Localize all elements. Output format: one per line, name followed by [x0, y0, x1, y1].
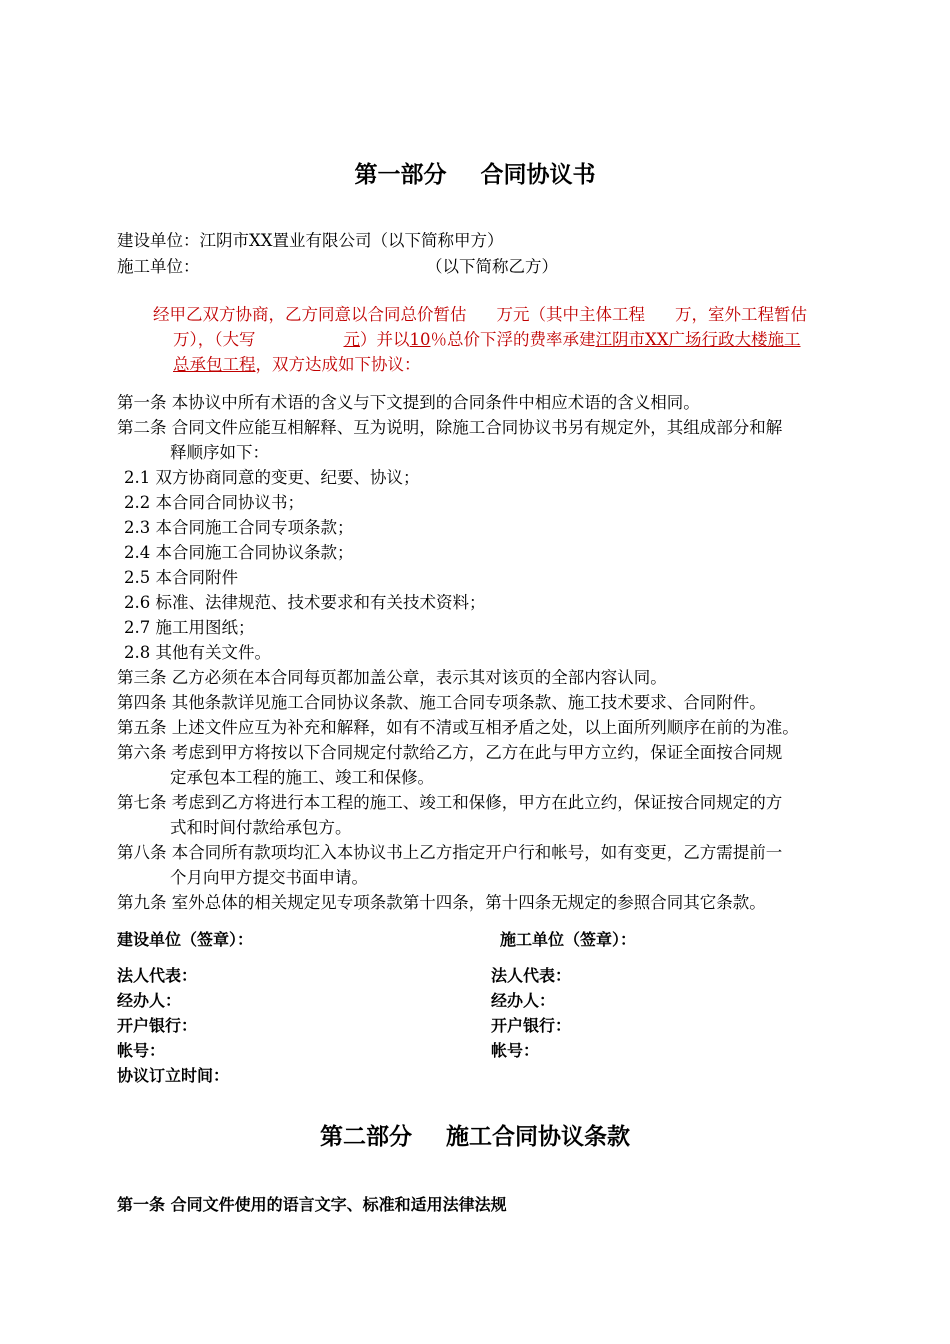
article-1: 第一条 本协议中所有术语的含义与下文提到的合同条件中相应术语的含义相同。: [117, 393, 700, 412]
article-7-cont: 式和时间付款给承包方。: [170, 818, 352, 837]
item-2-2: 2.2 本合同合同协议书；: [124, 493, 304, 512]
article-8: 第八条 本合同所有款项均汇入本协议书上乙方指定开户行和帐号，如有变更，乙方需提前一: [117, 843, 783, 862]
builder-account: 帐号：: [117, 1041, 166, 1060]
builder-agent: 经办人：: [117, 991, 182, 1010]
contractor-seal-label: 施工单位（签章）：: [500, 930, 637, 949]
item-2-4: 2.4 本合同施工合同协议条款；: [124, 543, 354, 562]
contractor-line: [117, 255, 200, 279]
article-2-cont: 释顺序如下：: [170, 443, 269, 462]
preamble-text: ％总价下浮的费率承建: [430, 330, 596, 349]
article-8-cont: 个月向甲方提交书面申请。: [170, 868, 368, 887]
preamble-line-2: [173, 328, 801, 352]
part2-number: 第二部分: [320, 1124, 412, 1150]
article-7: 第七条 考虑到乙方将进行本工程的施工、竣工和保修，甲方在此立约，保证按合同规定的方: [117, 793, 783, 812]
preamble-line-3: [173, 353, 421, 377]
article-4: 第四条 其他条款详见施工合同协议条款、施工合同专项条款、施工技术要求、合同附件。: [117, 693, 766, 712]
part2-article-1: 第一条 合同文件使用的语言文字、标准和适用法律法规: [117, 1195, 507, 1214]
article-6: 第六条 考虑到甲方将按以下合同规定付款给乙方，乙方在此与甲方立约，保证全面按合同规: [117, 743, 783, 762]
item-2-7: 2.7 施工用图纸；: [124, 618, 255, 637]
contractor-account: 帐号：: [491, 1041, 540, 1060]
item-2-5: 2.5 本合同附件: [124, 568, 238, 587]
part1-number: 第一部分: [354, 162, 447, 188]
part1-title: 合同协议书: [480, 162, 596, 188]
builder-bank: 开户银行：: [117, 1016, 198, 1035]
article-9: 第九条 室外总体的相关规定见专项条款第十四条，第十四条无规定的参照合同其它条款。: [117, 893, 766, 912]
project-name: 总承包工程: [173, 355, 256, 374]
item-2-8: 2.8 其他有关文件。: [124, 643, 271, 662]
preamble-text: ，双方达成如下协议：: [255, 355, 421, 374]
contractor-agent: 经办人：: [491, 991, 556, 1010]
article-3: 第三条 乙方必须在本合同每页都加盖公章，表示其对该页的全部内容认同。: [117, 668, 667, 687]
preamble-text: 万），（大写: [173, 330, 256, 349]
project-name: 江阴市XX广场行政大楼施工: [595, 330, 801, 349]
part2-title: 施工合同协议条款: [446, 1124, 630, 1150]
preamble-text: 万元（其中主体工程: [496, 305, 645, 324]
builder-seal-label: 建设单位（签章）：: [117, 930, 254, 949]
article-2: 第二条 合同文件应能互相解释、互为说明，除施工合同协议书另有规定外，其组成部分和解: [117, 418, 783, 437]
preamble-text: 经甲乙双方协商，乙方同意以合同总价暂估: [153, 305, 467, 324]
preamble-text: ）并以: [360, 330, 410, 349]
agreement-date: 协议订立时间：: [117, 1066, 230, 1085]
article-6-cont: 定承包本工程的施工、竣工和保修。: [170, 768, 434, 787]
amount-unit: 元: [343, 330, 360, 349]
article-5: 第五条 上述文件应互为补充和解释，如有不清或互相矛盾之处，以上面所列顺序在前的为准。: [117, 718, 799, 737]
part2-heading: [0, 1118, 950, 1151]
contractor-legal-rep: 法人代表：: [491, 966, 572, 985]
item-2-3: 2.3 本合同施工合同专项条款；: [124, 518, 354, 537]
item-2-1: 2.1 双方协商同意的变更、纪要、协议；: [124, 468, 420, 487]
item-2-6: 2.6 标准、法律规范、技术要求和有关技术资料；: [124, 593, 486, 612]
contractor-label: 施工单位：: [117, 257, 200, 276]
preamble-text: 万，室外工程暂估: [675, 305, 807, 324]
contractor-suffix: （以下简称乙方）: [426, 257, 558, 276]
part1-heading: [0, 156, 950, 189]
contractor-bank: 开户银行：: [491, 1016, 572, 1035]
builder-legal-rep: 法人代表：: [117, 966, 198, 985]
builder-line: 建设单位：江阴市XX置业有限公司（以下简称甲方）: [117, 231, 504, 250]
rate-value: 10: [409, 330, 431, 349]
preamble-line-1: [153, 303, 807, 327]
